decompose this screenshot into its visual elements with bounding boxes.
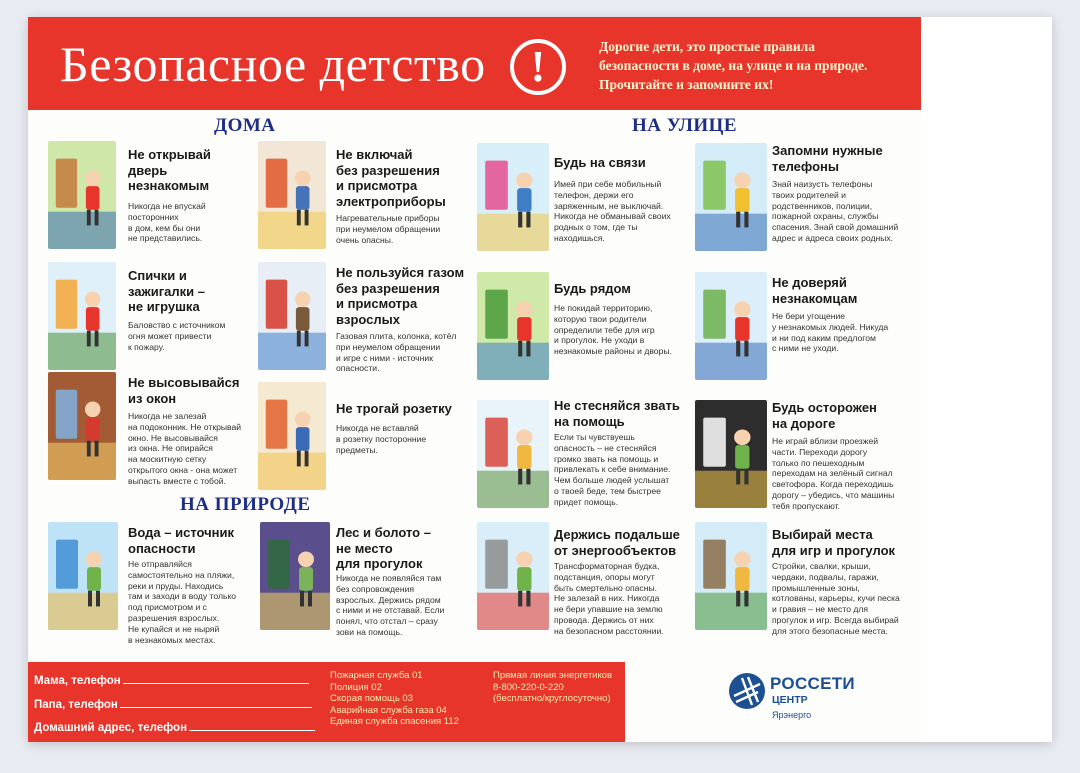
rule-title-line: не место xyxy=(336,540,393,556)
rule-title-line: Не высовывайся xyxy=(128,375,240,390)
rule-text-line: огня может привести xyxy=(128,330,212,341)
rule-text-line: громко звать на помощь и xyxy=(554,453,659,464)
field-label: Мама, телефон xyxy=(34,675,121,687)
field-label: Домашний адрес, телефон xyxy=(34,722,188,734)
rule-text-line: промышленные зоны, xyxy=(772,582,860,593)
rule-text-line: с ними не уходи. xyxy=(772,343,839,354)
rule-text-line: Если ты чувствуешь xyxy=(554,432,635,442)
rule-text-line: и ни под каким предлогом xyxy=(772,332,876,343)
rule-text-line: в дом, кем бы они xyxy=(128,222,201,233)
emergency-phone: Полиция 02 xyxy=(330,681,382,693)
rule-title xyxy=(128,525,234,556)
rule-title-line: незнакомым xyxy=(128,178,210,193)
rule-text-line: опасность – не стесняйся xyxy=(554,442,657,453)
rule-text-line: и прогулок. Не уходи в xyxy=(554,335,645,346)
rule-text-line: тебя пропускают. xyxy=(772,500,841,511)
rule-description xyxy=(772,561,900,637)
rule-title-line: для игр и прогулок xyxy=(772,542,896,558)
rule-description xyxy=(336,423,426,455)
rule-text-line: быть смертельно опасны. xyxy=(554,582,658,593)
rule-text-line: там и заходи в воду только xyxy=(128,591,237,602)
rule-title-line: телефоны xyxy=(772,158,840,174)
rule-title-line: Вода – источник xyxy=(128,525,235,540)
field-label: Папа, телефон xyxy=(34,699,118,711)
poster-scan xyxy=(28,17,921,742)
rule-description xyxy=(128,320,225,352)
rule-text-line: очень опасны. xyxy=(336,234,394,245)
rule-text-line: под присмотром и с xyxy=(128,602,207,613)
rule-description xyxy=(772,311,888,354)
stay-close-illustration xyxy=(477,272,549,380)
rule-description xyxy=(336,331,456,374)
rule-title-line: Не доверяй xyxy=(772,275,847,290)
rule-text-line: разрешения взрослых. xyxy=(128,612,220,623)
exclamation-icon: ! xyxy=(510,39,566,95)
rosseti-emblem-icon xyxy=(728,672,766,710)
rule-title xyxy=(554,155,646,171)
hotline-line: 8-800-220-0-220 xyxy=(493,681,564,693)
rule-text-line: Чем больше людей услышат xyxy=(554,475,670,486)
rule-text-line: Не покидай территорию, xyxy=(554,303,653,313)
rule-title-line: Будь рядом xyxy=(554,281,631,296)
intro-line: безопасности в доме, на улице и на природе. xyxy=(599,58,868,73)
rule-text-line: телефон, держи его xyxy=(554,189,634,200)
rule-text-line: при неумелом обращении xyxy=(336,223,441,234)
hotline-line: (бесплатно/круглосуточно) xyxy=(493,693,611,704)
rule-description xyxy=(336,213,440,245)
rule-title xyxy=(128,268,205,315)
rule-description xyxy=(772,179,898,244)
rule-text-line: реки и пруды. Находись xyxy=(128,580,224,591)
field-home-address xyxy=(34,720,315,734)
logo-branch: Ярэнерго xyxy=(772,710,812,720)
rule-text-line: которую твои родители xyxy=(554,313,647,324)
rule-text-line: Никогда не вставляй xyxy=(336,423,419,433)
rule-description xyxy=(554,303,672,357)
section-title-home: ДОМА xyxy=(214,115,276,136)
emergency-phone: Скорая помощь 03 xyxy=(330,693,413,704)
rule-title xyxy=(554,281,631,297)
rule-description xyxy=(128,411,241,487)
rule-text-line: находишься. xyxy=(554,232,605,243)
rule-text-line: светофора. Когда переходишь xyxy=(772,479,894,490)
rule-title-line: и присмотра xyxy=(336,178,418,193)
rule-description xyxy=(128,201,206,244)
rule-title-line: Не пользуйся газом xyxy=(336,265,465,280)
energy-hotline xyxy=(493,670,612,705)
rule-title xyxy=(336,265,464,327)
phone-illustration xyxy=(477,143,549,251)
rule-description xyxy=(336,573,444,638)
footer-banner xyxy=(28,662,625,742)
matches-illustration xyxy=(48,262,116,370)
rule-text-line: не представились. xyxy=(128,233,203,244)
window-illustration xyxy=(48,372,116,480)
rule-text-line: с ними и не отставай. Если xyxy=(336,605,445,616)
socket-illustration xyxy=(258,382,326,490)
rule-text-line: Не бери угощение xyxy=(772,311,846,321)
rule-text-line: и гравия – не место для xyxy=(772,604,869,615)
rule-text-line: выпасть вместе с тобой. xyxy=(128,475,226,486)
rule-text-line: определили тебе для игр xyxy=(554,324,655,335)
rule-text-line: Никогда не появляйся там xyxy=(336,573,442,583)
blank-line xyxy=(120,697,312,708)
rule-description xyxy=(554,561,664,637)
rule-text-line: и игре с ними - источник xyxy=(336,352,433,363)
rule-text-line: из окна. Не опирайся xyxy=(128,443,213,454)
rule-text-line: без сопровождения xyxy=(336,583,415,594)
rule-text-line: опасности. xyxy=(336,363,380,374)
rule-text-line: взрослых. Держись рядом xyxy=(336,594,441,605)
rule-text-line: Газовая плита, колонка, котёл xyxy=(336,331,457,341)
rule-text-line: котлованы, карьеры, кучи песка xyxy=(772,593,900,604)
call-help-illustration xyxy=(477,400,549,508)
rule-title-line: Будь на связи xyxy=(554,155,646,170)
rule-title-line: на помощь xyxy=(554,413,625,429)
poster-title: Безопасное детство xyxy=(60,36,486,92)
rule-title xyxy=(336,401,452,417)
rule-text-line: Не купайся и не ныряй xyxy=(128,623,220,634)
rule-title-line: без разрешения xyxy=(336,280,440,296)
rule-text-line: в розетку посторонние xyxy=(336,433,427,444)
rule-title-line: зажигалки – xyxy=(128,283,205,299)
rule-text-line: о твоей беде, тем быстрее xyxy=(554,485,661,496)
rule-title-line: Держись подальше xyxy=(554,527,680,542)
rule-title-line: опасности xyxy=(128,540,196,556)
header-banner xyxy=(28,17,921,110)
section-title-street: НА УЛИЦЕ xyxy=(632,115,738,136)
rule-text-line: адрес и адреса своих родных. xyxy=(772,232,894,243)
gas-stove-illustration xyxy=(258,262,326,370)
logo-subtitle: ЦЕНТР xyxy=(772,694,808,706)
rule-title-line: из окон xyxy=(128,390,177,406)
rule-text-line: открытого окна - она может xyxy=(128,464,238,475)
rule-text-line: родных о том, где ты xyxy=(554,222,638,233)
rule-title xyxy=(772,527,895,558)
rule-text-line: только по пешеходным xyxy=(772,457,865,468)
rule-title xyxy=(128,375,239,406)
rule-text-line: самостоятельно на пляжи, xyxy=(128,569,235,580)
playground-illustration xyxy=(695,522,767,630)
intro-line: Прочитайте и запомните их! xyxy=(599,77,774,92)
rule-text-line: заряженным, не выключай. xyxy=(554,200,664,211)
rule-text-line: чердаки, подвалы, гаражи, xyxy=(772,571,879,582)
rule-text-line: провода. Держись от них xyxy=(554,614,654,625)
rule-description xyxy=(554,179,671,244)
rule-title-line: для прогулок xyxy=(336,556,423,571)
rule-text-line: посторонних xyxy=(128,211,179,222)
rule-text-line: придет помощь. xyxy=(554,496,619,507)
intro-line: Дорогие дети, это простые правила xyxy=(599,39,815,54)
rule-title xyxy=(554,527,680,558)
section-title-nature: НА ПРИРОДЕ xyxy=(180,494,311,515)
strangers-illustration xyxy=(695,272,767,380)
rule-text-line: зови на помощь. xyxy=(336,626,403,637)
rule-text-line: Никогда не впускай xyxy=(128,201,206,211)
rule-text-line: понял, что отстал – сразу xyxy=(336,616,438,627)
road-illustration xyxy=(695,400,767,508)
poster-page xyxy=(28,17,1052,742)
rule-title xyxy=(772,275,857,306)
rule-text-line: подстанция, опоры могут xyxy=(554,571,655,582)
rule-title-line: Не трогай розетку xyxy=(336,401,452,416)
rule-title-line: на дороге xyxy=(772,415,836,431)
rule-text-line: на москитную сетку xyxy=(128,454,207,465)
rule-text-line: для этого безопасные места. xyxy=(772,625,888,636)
emergency-phones xyxy=(330,670,459,728)
emergency-phone: Единая служба спасения 112 xyxy=(330,716,459,727)
rule-description xyxy=(772,436,894,512)
rule-text-line: у незнакомых людей. Никуда xyxy=(772,321,889,332)
intro-text xyxy=(599,37,917,94)
rule-title xyxy=(554,398,680,429)
rule-title-line: Не стесняйся звать xyxy=(554,398,680,413)
rule-text-line: родственников, полиции, xyxy=(772,200,873,211)
rule-text-line: привлекать к себе внимание. xyxy=(554,464,671,475)
emergency-phone: Аварийная служба газа 04 xyxy=(330,704,447,716)
field-papa-phone xyxy=(34,697,312,711)
rule-text-line: Никогда не обманывай своих xyxy=(554,211,671,222)
rule-text-line: в незнакомых местах. xyxy=(128,634,216,645)
rule-text-line: дорогу – убедись, что машины xyxy=(772,489,895,500)
rule-text-line: Знай наизусть телефоны xyxy=(772,179,873,189)
rule-text-line: на безопасном расстоянии. xyxy=(554,625,664,636)
rule-text-line: не бери упавшие на землю xyxy=(554,604,663,615)
rule-title-line: электроприборы xyxy=(336,193,446,209)
emergency-phone: Пожарная служба 01 xyxy=(330,670,423,681)
rule-title-line: и присмотра xyxy=(336,296,418,311)
rule-title-line: незнакомцам xyxy=(772,290,858,306)
rule-text-line: пожарной охраны, службы xyxy=(772,211,879,222)
rule-title xyxy=(772,400,877,431)
rule-text-line: Стройки, свалки, крыши, xyxy=(772,561,871,571)
rule-title-line: Выбирай места xyxy=(772,527,873,542)
rule-title xyxy=(336,147,446,209)
blank-line xyxy=(123,673,309,684)
rule-title-line: дверь xyxy=(128,162,168,178)
heater-illustration xyxy=(258,141,326,249)
rule-text-line: части. Переходи дорогу xyxy=(772,446,868,457)
rule-text-line: Не отправляйся xyxy=(128,559,192,569)
rule-text-line: твоих родителей и xyxy=(772,189,846,200)
rule-text-line: Имей при себе мобильный xyxy=(554,179,662,189)
rule-text-line: Нагревательные приборы xyxy=(336,213,440,223)
rule-text-line: при неумелом обращении xyxy=(336,341,441,352)
logo-name: РОССЕТИ xyxy=(770,674,855,693)
water-illustration xyxy=(48,522,118,630)
rule-text-line: предметы. xyxy=(336,444,378,455)
rule-text-line: незнакомые районы и дворы. xyxy=(554,346,672,357)
rule-description xyxy=(128,559,236,645)
rule-text-line: Баловство с источником xyxy=(128,320,226,330)
rule-title-line: взрослых xyxy=(336,311,400,327)
rule-title-line: от энергообъектов xyxy=(554,542,677,558)
door-illustration xyxy=(48,141,116,249)
rule-title-line: не игрушка xyxy=(128,299,200,314)
rule-description xyxy=(554,432,670,508)
remember-phones-illustration xyxy=(695,143,767,251)
rule-title-line: Лес и болото – xyxy=(336,525,431,540)
rule-title xyxy=(772,143,883,174)
forest-illustration xyxy=(260,522,330,630)
hotline-line: Прямая линия энергетиков xyxy=(493,670,613,681)
rule-text-line: переходам на зелёный сигнал xyxy=(772,468,893,479)
rule-title-line: без разрешения xyxy=(336,162,440,178)
rule-text-line: на подоконник. Не открывай xyxy=(128,421,242,432)
rule-text-line: окно. Не высовывайся xyxy=(128,432,218,443)
rule-title-line: Не открывай xyxy=(128,147,211,162)
rule-title-line: Запомни нужные xyxy=(772,143,883,158)
rule-text-line: Никогда не залезай xyxy=(128,411,207,421)
blank-line xyxy=(189,720,315,731)
rule-text-line: Не залезай в них. Никогда xyxy=(554,593,660,604)
rule-title xyxy=(336,525,431,572)
rule-text-line: Трансформаторная будка, xyxy=(554,561,660,571)
power-line-illustration xyxy=(477,522,549,630)
field-mama-phone xyxy=(34,673,309,687)
rule-text-line: Не играй вблизи проезжей xyxy=(772,436,879,446)
rule-title xyxy=(128,147,211,194)
rule-text-line: спасения. Знай свой домашний xyxy=(772,222,899,233)
rule-title-line: Спички и xyxy=(128,268,187,283)
rule-title-line: Не включай xyxy=(336,147,413,162)
rule-text-line: прогулок и игр. Всегда выбирай xyxy=(772,614,899,625)
rule-title-line: Будь осторожен xyxy=(772,400,877,415)
rule-text-line: к пожару. xyxy=(128,341,165,352)
